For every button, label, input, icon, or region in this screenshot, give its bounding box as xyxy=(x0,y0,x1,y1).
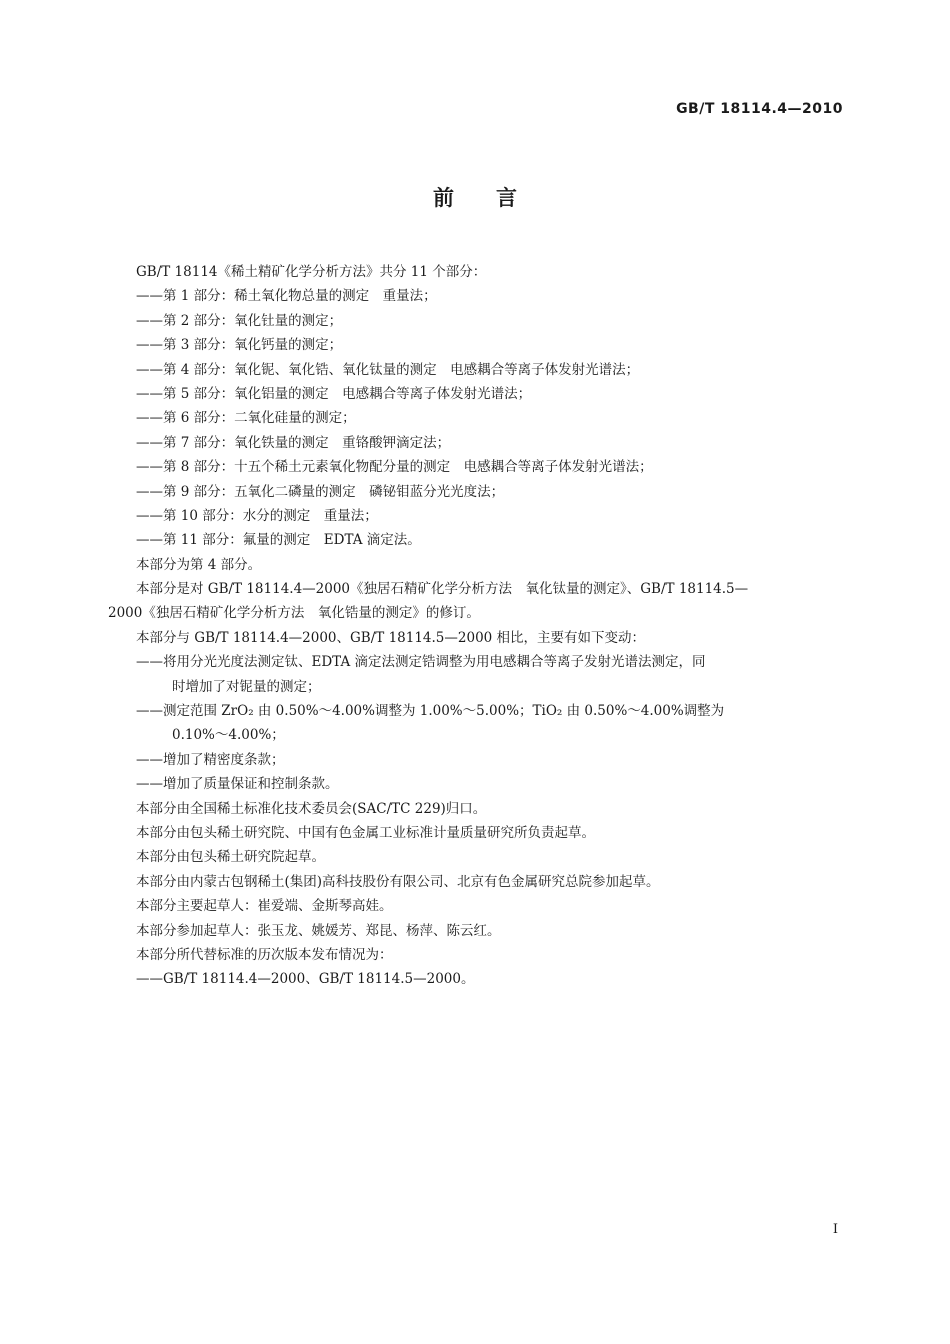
paragraph-line: 本部分为第 4 部分。 xyxy=(136,556,262,573)
list-item-continuation: 0.10%～4.00%； xyxy=(172,727,285,744)
standard-code: GB/T 18114.4—2010 xyxy=(676,101,843,117)
list-item: ——第 7 部分：氧化铁量的测定 重铬酸钾滴定法； xyxy=(136,434,451,451)
paragraph-line: 2000《独居石精矿化学分析方法 氧化锆量的测定》的修订。 xyxy=(108,605,480,622)
paragraph-line: 本部分所代替标准的历次版本发布情况为： xyxy=(136,946,393,963)
list-item: ——将用分光光度法测定钛、EDTA 滴定法测定锆调整为用电感耦合等离子发射光谱法测定，同 xyxy=(136,654,706,671)
paragraph-line: 本部分由全国稀土标准化技术委员会(SAC/TC 229)归口。 xyxy=(136,800,487,817)
paragraph-line: 本部分由包头稀土研究院起草。 xyxy=(136,849,325,866)
list-item: ——增加了质量保证和控制条款。 xyxy=(136,776,339,793)
paragraph-line: GB/T 18114《稀土精矿化学分析方法》共分 11 个部分： xyxy=(136,264,487,280)
list-item: ——第 10 部分：水分的测定 重量法； xyxy=(136,507,378,524)
paragraph-line: 本部分由内蒙古包钢稀土(集团)高科技股份有限公司、北京有色金属研究总院参加起草。 xyxy=(136,873,660,890)
list-item: ——第 5 部分：氧化铝量的测定 电感耦合等离子体发射光谱法； xyxy=(136,385,532,402)
list-item: ——第 9 部分：五氧化二磷量的测定 磷铋钼蓝分光光度法； xyxy=(136,483,505,500)
list-item-continuation: 时增加了对铌量的测定； xyxy=(172,678,321,695)
list-item: ——增加了精密度条款； xyxy=(136,751,285,768)
paragraph-line: 本部分参加起草人：张玉龙、姚媛芳、郑昆、杨萍、陈云红。 xyxy=(136,922,501,939)
list-item: ——测定范围 ZrO₂ 由 0.50%～4.00%调整为 1.00%～5.00%；TiO₂ 由 0.50%～4.00%调整为 xyxy=(136,703,725,720)
list-item: ——第 8 部分：十五个稀土元素氧化物配分量的测定 电感耦合等离子体发射光谱法； xyxy=(136,459,653,476)
list-item: ——第 4 部分：氧化铌、氧化锆、氧化钛量的测定 电感耦合等离子体发射光谱法； xyxy=(136,361,640,378)
list-item: ——第 2 部分：氧化钍量的测定； xyxy=(136,312,343,329)
list-item: ——第 1 部分：稀土氧化物总量的测定 重量法； xyxy=(136,288,437,305)
paragraph-line: 本部分由包头稀土研究院、中国有色金属工业标准计量质量研究所负责起草。 xyxy=(136,824,595,841)
paragraph-line: 本部分是对 GB/T 18114.4—2000《独居石精矿化学分析方法 氧化钛量的测定》、GB/T 18114.5— xyxy=(136,581,749,598)
list-item: ——第 3 部分：氧化钙量的测定； xyxy=(136,337,343,354)
list-item: ——第 6 部分：二氧化硅量的测定； xyxy=(136,410,356,427)
list-item: ——第 11 部分：氟量的测定 EDTA 滴定法。 xyxy=(136,532,421,549)
paragraph-line: 本部分与 GB/T 18114.4—2000、GB/T 18114.5—2000 相比，主要有如下变动： xyxy=(136,629,646,646)
foreword-body xyxy=(108,260,844,992)
page-number: I xyxy=(832,1222,838,1237)
paragraph-line: 本部分主要起草人：崔爱端、金斯琴高娃。 xyxy=(136,898,393,915)
list-item: ——GB/T 18114.4—2000、GB/T 18114.5—2000。 xyxy=(136,971,475,988)
page-title: 前 言 xyxy=(433,186,517,210)
